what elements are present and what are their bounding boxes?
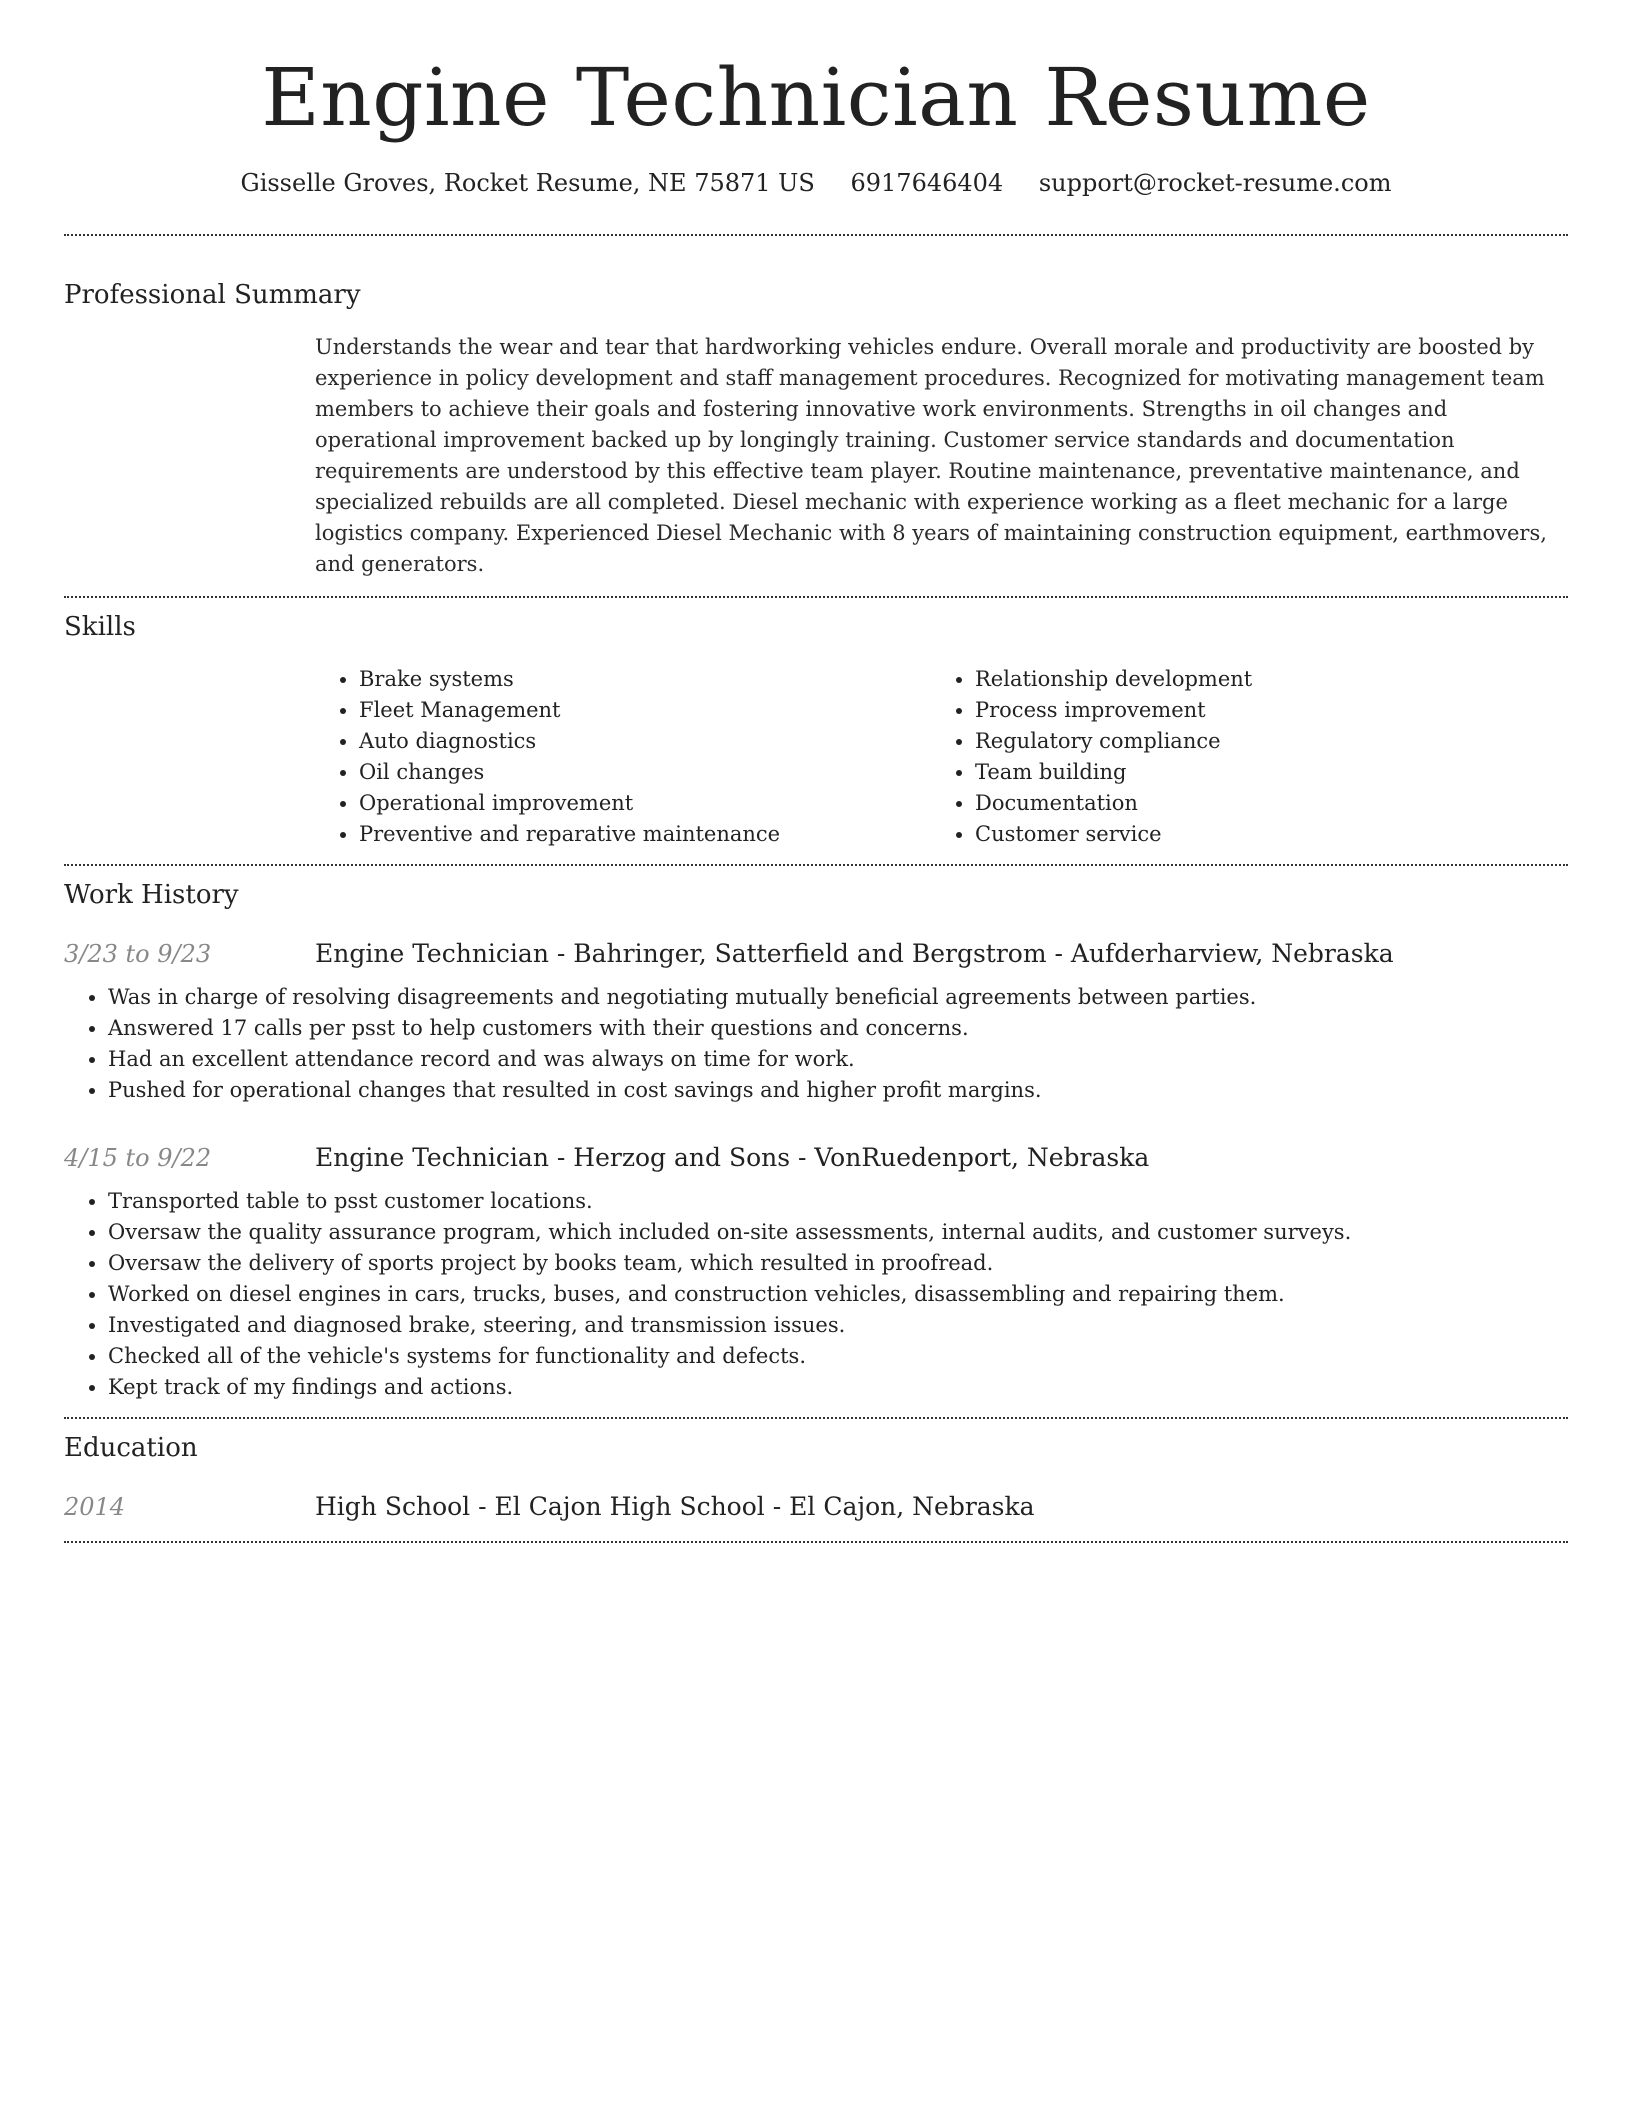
skill-item: • Operational improvement (359, 788, 931, 819)
skill-item: • Customer service (975, 819, 1547, 850)
skill-item: • Fleet Management (359, 695, 931, 726)
contact-address: Gisselle Groves, Rocket Resume, NE 75871 US (240, 169, 815, 197)
summary-text: Understands the wear and tear that hardworking vehicles endure. Overall morale and productivity are boosted by experience in policy development and staff management procedures. Recognized for motivating management team members to achieve their goals and fostering innovative work environments. Strengths in oil changes and operational improvement backed up by longingly training. Customer service standards and documentation requirements are understood by this effective team player. Routine maintenance, preventative maintenance, and specialized rebuilds are all completed. Diesel mechanic with experience working as a fleet mechanic for a large logistics company. Experienced Diesel Mechanic with 8 years of maintaining construction equipment, earthmovers, and generators. (315, 335, 1547, 576)
job-bullets (64, 982, 1568, 1106)
education-school-location: - El Cajon High School - El Cajon, Nebraska (470, 1492, 1035, 1521)
work-history-heading: Work History (64, 880, 239, 910)
job-title: Engine Technician (315, 939, 549, 968)
contact-email: support@rocket-resume.com (1038, 169, 1392, 197)
contact-phone: 6917646404 (850, 169, 1004, 197)
contact-line (64, 168, 1568, 198)
job-bullet: • Transported table to psst customer locations. (108, 1186, 1568, 1217)
skills-column-right (931, 664, 1547, 850)
job-bullet: • Had an excellent attendance record and was always on time for work. (108, 1044, 1568, 1075)
job-bullet: • Investigated and diagnosed brake, steering, and transmission issues. (108, 1310, 1568, 1341)
skills-list (315, 664, 1568, 850)
section-divider (64, 1417, 1568, 1419)
job-bullets (64, 1186, 1568, 1403)
job-heading (315, 1142, 1149, 1174)
skill-item: • Oil changes (359, 757, 931, 788)
job-title: Engine Technician (315, 1143, 549, 1172)
job-bullet: • Worked on diesel engines in cars, trucks, buses, and construction vehicles, disassembling and repairing them. (108, 1279, 1568, 1310)
skills-heading: Skills (64, 612, 136, 642)
education-entry (64, 1491, 1568, 1523)
job-bullet: • Checked all of the vehicle's systems for functionality and defects. (108, 1341, 1568, 1372)
section-divider (64, 234, 1568, 236)
section-divider (64, 864, 1568, 866)
job-bullet: • Pushed for operational changes that resulted in cost savings and higher profit margins. (108, 1075, 1568, 1106)
skill-item: • Brake systems (359, 664, 931, 695)
resume-title: Engine Technician Resume (261, 51, 1371, 144)
job-bullet: • Was in charge of resolving disagreements and negotiating mutually beneficial agreements between parties. (108, 982, 1568, 1013)
skill-item: • Team building (975, 757, 1547, 788)
job-dates: 3/23 to 9/23 (64, 940, 212, 968)
education-heading: Education (64, 1433, 198, 1463)
job-heading (315, 938, 1394, 970)
job-dates: 4/15 to 9/22 (64, 1144, 212, 1172)
job-entry (64, 938, 1568, 970)
skill-item: • Relationship development (975, 664, 1547, 695)
summary-heading: Professional Summary (64, 280, 361, 310)
job-bullet: • Answered 17 calls per psst to help customers with their questions and concerns. (108, 1013, 1568, 1044)
education-heading-line (315, 1491, 1035, 1523)
job-bullet: • Oversaw the quality assurance program, which included on-site assessments, internal audits, and customer surveys. (108, 1217, 1568, 1248)
skill-item: • Auto diagnostics (359, 726, 931, 757)
job-employer-location: - Bahringer, Satterfield and Bergstrom - Aufderharview, Nebraska (548, 939, 1394, 968)
skill-item: • Regulatory compliance (975, 726, 1547, 757)
education-degree: High School (315, 1492, 471, 1521)
job-entry (64, 1142, 1568, 1174)
job-bullet: • Kept track of my findings and actions. (108, 1372, 1568, 1403)
skill-item: • Process improvement (975, 695, 1547, 726)
section-divider (64, 596, 1568, 598)
education-year: 2014 (64, 1493, 126, 1521)
job-employer-location: - Herzog and Sons - VonRuedenport, Nebraska (548, 1143, 1150, 1172)
skill-item: • Preventive and reparative maintenance (359, 819, 931, 850)
job-bullet: • Oversaw the delivery of sports project by books team, which resulted in proofread. (108, 1248, 1568, 1279)
skill-item: • Documentation (975, 788, 1547, 819)
skills-column-left (315, 664, 931, 850)
section-divider (64, 1541, 1568, 1543)
